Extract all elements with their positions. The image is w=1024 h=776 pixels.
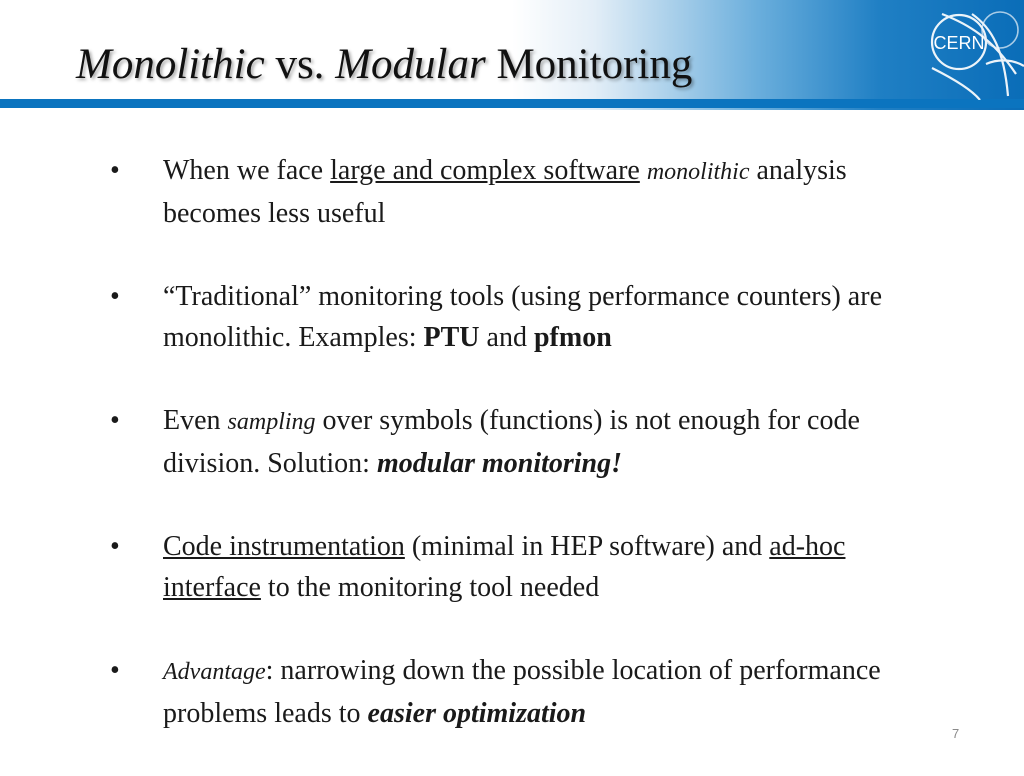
bullet-3-bold-italic: modular monitoring!: [376, 448, 623, 479]
bullet-2-bold-ptu: PTU: [423, 322, 480, 353]
bullet-marker: •: [110, 281, 120, 312]
bullet-4-text-a: (minimal in HEP software) and: [404, 531, 770, 562]
page-number: 7: [952, 726, 960, 741]
bullet-marker: •: [110, 155, 120, 186]
bullet-3-text-b: over symbols (functions) is not enough for code division. Solution:: [163, 405, 860, 479]
bullet-item-1: [110, 150, 910, 234]
title-monitoring: Monitoring: [485, 41, 693, 88]
bullet-1-text-b: analysis becomes less useful: [163, 155, 847, 229]
bullet-marker: •: [110, 405, 120, 436]
bullet-3-italic: sampling: [227, 409, 316, 435]
bullet-1-underlined: large and complex software: [330, 155, 640, 186]
bullet-marker: •: [110, 531, 120, 562]
bullet-list: [110, 150, 910, 734]
slide-title: [76, 40, 692, 89]
bullet-2-text-a: “Traditional” monitoring tools (using performance counters) are monolithic. Examples:: [163, 281, 882, 353]
bullet-5-text: : narrowing down the possible location of performance problems leads to: [163, 655, 881, 729]
slide-body: [110, 150, 910, 776]
bullet-5-italic: Advantage: [163, 659, 266, 685]
bullet-3-text-a: Even: [163, 405, 228, 436]
bullet-4-underlined-a: Code instrumentation: [163, 531, 405, 562]
bullet-1-space: [640, 155, 647, 186]
bullet-item-5: [110, 650, 910, 734]
bullet-5-bold-italic: easier optimization: [367, 698, 587, 729]
bullet-item-3: [110, 400, 910, 484]
bullet-1-italic: monolithic: [646, 159, 750, 185]
title-monolithic: Monolithic: [76, 41, 265, 88]
bullet-item-4: [110, 526, 910, 608]
title-modular: Modular: [335, 41, 486, 88]
bullet-2-text-b: and: [479, 322, 534, 353]
bullet-4-underlined-b: ad-hoc interface: [163, 531, 846, 603]
bullet-1-text-a: When we face: [163, 155, 331, 186]
cern-logo-icon: [922, 0, 1024, 100]
header-rule: [0, 99, 1024, 108]
bullet-item-2: [110, 276, 910, 358]
title-vs: vs.: [264, 41, 336, 88]
cern-logo-text: CERN: [933, 33, 985, 53]
bullet-marker: •: [110, 655, 120, 686]
bullet-4-text-b: to the monitoring tool needed: [260, 572, 600, 603]
bullet-2-bold-pfmon: pfmon: [533, 322, 612, 353]
slide-header: [0, 0, 1024, 110]
